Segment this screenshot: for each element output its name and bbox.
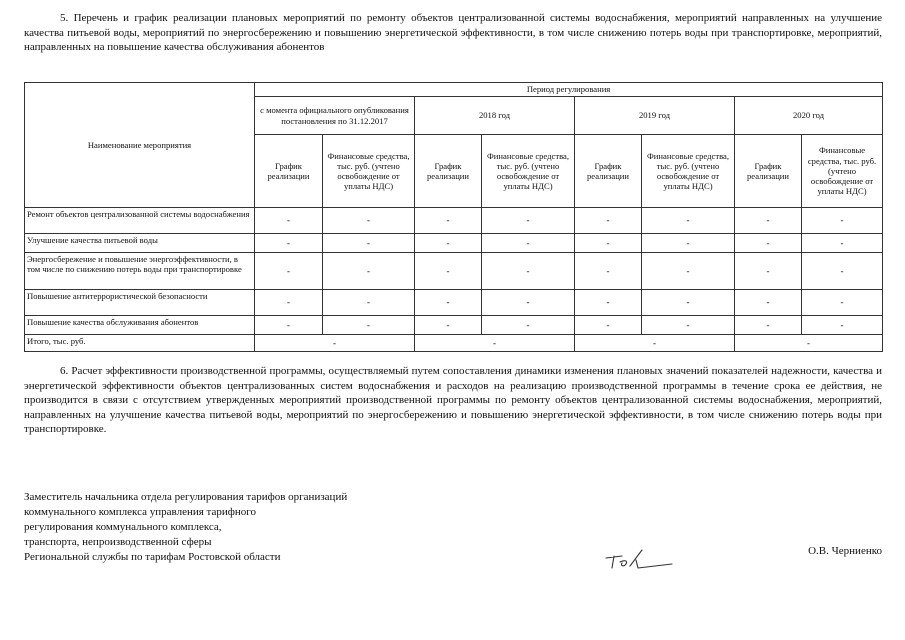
- table-cell: -: [255, 290, 323, 316]
- section-6-paragraph: [24, 364, 882, 437]
- period-header-initial: с момента официального опубликования постановления по 31.12.2017: [255, 97, 415, 135]
- signatory-position-line: Региональной службы по тарифам Ростовской области: [24, 551, 281, 563]
- activity-name: Улучшение качества питьевой воды: [25, 234, 255, 253]
- activities-plan-table: [24, 82, 883, 352]
- table-cell: -: [255, 208, 323, 234]
- period-header-2019: 2019 год: [575, 97, 735, 135]
- total-cell: -: [415, 335, 575, 352]
- section-5-paragraph: [24, 11, 882, 55]
- table-cell: -: [415, 316, 482, 335]
- table-cell: -: [802, 290, 883, 316]
- activity-name: Повышение антитеррористической безопасности: [25, 290, 255, 316]
- column-header-schedule: График реализации: [415, 135, 482, 208]
- table-cell: -: [415, 290, 482, 316]
- column-header-schedule: График реализации: [575, 135, 642, 208]
- column-header-finance: Финансовые средства, тыс. руб. (учтено освобождение от уплаты НДС): [482, 135, 575, 208]
- table-cell: -: [255, 253, 323, 290]
- activity-name: Повышение качества обслуживания абонентов: [25, 316, 255, 335]
- section-5-text: 5. Перечень и график реализации плановых мероприятий по ремонту объектов централизованной системы водоснабжения, мероприятий направленных на улучшение качества питьевой воды, мероприятий по энергосбережению и повышению энергетической эффективности, в том числе снижению потерь воды при транспортировке, мероприятий, направленных на повышение качества обслуживания абонентов: [24, 12, 882, 54]
- total-cell: -: [255, 335, 415, 352]
- table-cell: -: [735, 208, 802, 234]
- total-label: Итого, тыс. руб.: [25, 335, 255, 352]
- table-cell: -: [642, 208, 735, 234]
- column-header-finance: Финансовые средства, тыс. руб. (учтено освобождение от уплаты НДС): [323, 135, 415, 208]
- table-row: [25, 290, 883, 316]
- table-cell: -: [802, 208, 883, 234]
- total-row: [25, 335, 883, 352]
- table-cell: -: [642, 316, 735, 335]
- column-header-finance: Финансовые средства, тыс. руб. (учтено освобождение от уплаты НДС): [802, 135, 883, 208]
- handwritten-signature: [602, 544, 674, 574]
- total-cell: -: [575, 335, 735, 352]
- total-cell: -: [735, 335, 883, 352]
- table-cell: -: [415, 253, 482, 290]
- table-cell: -: [323, 253, 415, 290]
- activity-name: Ремонт объектов централизованной системы водоснабжения: [25, 208, 255, 234]
- table-cell: -: [575, 208, 642, 234]
- signer-name: О.В. Черниенко: [808, 545, 882, 557]
- table-cell: -: [642, 234, 735, 253]
- table-cell: -: [642, 253, 735, 290]
- table-cell: -: [255, 316, 323, 335]
- table-cell: -: [482, 290, 575, 316]
- table-row: [25, 234, 883, 253]
- table-cell: -: [735, 253, 802, 290]
- table-cell: -: [482, 208, 575, 234]
- table-cell: -: [642, 290, 735, 316]
- table-row: [25, 208, 883, 234]
- table-row: [25, 316, 883, 335]
- table-cell: -: [802, 316, 883, 335]
- table-cell: -: [482, 316, 575, 335]
- period-header-2018: 2018 год: [415, 97, 575, 135]
- column-header-regulation-period: Период регулирования: [255, 83, 883, 97]
- table-cell: -: [323, 234, 415, 253]
- signatory-position-line: транспорта, непроизводственной сферы: [24, 536, 212, 548]
- table-cell: -: [802, 253, 883, 290]
- column-header-schedule: График реализации: [735, 135, 802, 208]
- table-cell: -: [575, 316, 642, 335]
- table-cell: -: [575, 290, 642, 316]
- period-header-2020: 2020 год: [735, 97, 883, 135]
- section-6-text: 6. Расчет эффективности производственной программы, осуществляемый путем сопоставления динамики изменения плановых значений показателей надежности, качества и энергетической эффективности объектов централизованных систем водоснабжения и расходов на реализацию производственной программы в течение срока ее действия, не производится в связи с отсутствием утвержденных мероприятий производственной программы по ремонту объектов централизованной системы водоснабжения, мероприятий, направленных на улучшение качества питьевой воды, мероприятий по энергосбережению и повышению энергетической эффективности, в том числе снижению потерь воды при транспортировке.: [24, 365, 882, 436]
- signatory-position-line: регулирования коммунального комплекса,: [24, 521, 222, 533]
- activity-name: Энергосбережение и повышение энергоэффективности, в том числе по снижению потерь воды при транспортировке: [25, 253, 255, 290]
- table-cell: -: [323, 290, 415, 316]
- column-header-finance: Финансовые средства, тыс. руб. (учтено освобождение от уплаты НДС): [642, 135, 735, 208]
- table-cell: -: [415, 208, 482, 234]
- table-cell: -: [575, 253, 642, 290]
- table-cell: -: [735, 234, 802, 253]
- column-header-activity-name: Наименование мероприятия: [25, 83, 255, 208]
- table-cell: -: [482, 234, 575, 253]
- table-cell: -: [735, 316, 802, 335]
- table-cell: -: [255, 234, 323, 253]
- signatory-position: [24, 490, 347, 565]
- table-cell: -: [323, 208, 415, 234]
- table-cell: -: [415, 234, 482, 253]
- table-cell: -: [735, 290, 802, 316]
- table-cell: -: [323, 316, 415, 335]
- column-header-schedule: График реализации: [255, 135, 323, 208]
- table-cell: -: [482, 253, 575, 290]
- table-cell: -: [575, 234, 642, 253]
- signatory-position-line: Заместитель начальника отдела регулирования тарифов организаций: [24, 491, 348, 503]
- signatory-position-line: коммунального комплекса управления тарифного: [24, 506, 256, 518]
- table-cell: -: [802, 234, 883, 253]
- table-row: [25, 253, 883, 290]
